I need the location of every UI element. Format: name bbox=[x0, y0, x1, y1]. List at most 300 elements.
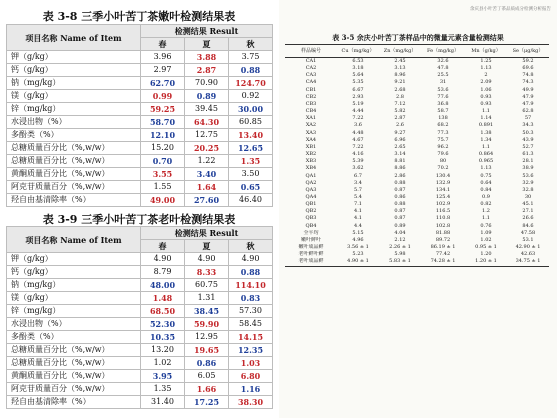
value-cell: 0.93 bbox=[480, 93, 492, 100]
value-cell: 5.82 bbox=[394, 108, 406, 115]
value-cell: 1.1 bbox=[482, 143, 490, 150]
value-cell: 0.87 bbox=[394, 215, 406, 222]
value-cell: 32.8 bbox=[522, 186, 534, 193]
value-cell: 47.8 bbox=[437, 65, 449, 72]
value-cell: 25.5 bbox=[437, 72, 449, 79]
value-cell: 8.81 bbox=[394, 158, 406, 165]
value-cell: 1.20 ± 1 bbox=[465, 258, 507, 266]
value-cell: 1.09 bbox=[480, 229, 492, 236]
sample-id: QA4 bbox=[305, 193, 317, 200]
sample-id: XB3 bbox=[305, 158, 317, 165]
table-row bbox=[7, 383, 273, 396]
value-cell: 20.25 bbox=[185, 142, 229, 155]
table-3-8 bbox=[6, 24, 273, 207]
value-cell: 3.55 bbox=[141, 168, 185, 181]
value-cell: 3.40 bbox=[185, 168, 229, 181]
value-cell: 0.89 bbox=[185, 90, 229, 103]
table-row bbox=[285, 79, 549, 86]
value-cell: 64.30 bbox=[185, 116, 229, 129]
value-cell: 0.86 bbox=[394, 193, 406, 200]
value-cell: 1.13 bbox=[480, 65, 492, 72]
row-label: 钙（g/kg） bbox=[7, 266, 141, 279]
table-row bbox=[7, 331, 273, 344]
value-cell: 124.70 bbox=[229, 77, 273, 90]
value-cell: 38.30 bbox=[229, 396, 273, 409]
value-cell: 0.64 bbox=[480, 179, 492, 186]
value-cell: 4.16 bbox=[352, 151, 364, 158]
value-cell: 13.40 bbox=[229, 129, 273, 142]
value-cell: 132.9 bbox=[435, 179, 451, 186]
value-cell: 15.20 bbox=[141, 142, 185, 155]
value-cell: 42.63 bbox=[520, 251, 536, 258]
table-row bbox=[7, 129, 273, 142]
value-cell: 59.25 bbox=[141, 103, 185, 116]
page-header: 余庆县小叶苦丁茶品质成分检测分析报告 bbox=[470, 7, 551, 12]
value-cell: 32.6 bbox=[437, 58, 449, 64]
value-cell: 1.22 bbox=[185, 155, 229, 168]
value-cell: 114.10 bbox=[229, 279, 273, 292]
value-cell: 50.3 bbox=[522, 129, 534, 136]
sample-id: CB3 bbox=[305, 100, 317, 107]
value-cell: 130.4 bbox=[435, 172, 451, 179]
row-label: 水浸出物（%） bbox=[7, 318, 141, 331]
value-cell: 74.3 bbox=[522, 79, 534, 86]
table-row bbox=[285, 144, 549, 151]
value-cell: 38.45 bbox=[185, 305, 229, 318]
table-row bbox=[7, 370, 273, 383]
value-cell: 0.965 bbox=[478, 158, 494, 165]
value-cell: 59.90 bbox=[185, 318, 229, 331]
value-cell: 1.35 bbox=[229, 155, 273, 168]
value-cell: 0.9 bbox=[482, 193, 490, 200]
value-cell: 4.44 bbox=[352, 108, 364, 115]
row-label: 钠（mg/kg） bbox=[7, 279, 141, 292]
value-cell: 3.96 bbox=[141, 51, 185, 64]
value-cell: 2.26 ± 1 bbox=[389, 244, 411, 251]
sample-id: 嫩叶成品鲜 bbox=[298, 244, 324, 251]
table-row bbox=[285, 237, 549, 244]
column-header: Mn（g/kg） bbox=[465, 45, 507, 58]
table-3-9 bbox=[6, 226, 273, 409]
table-row bbox=[285, 72, 549, 79]
column-header: 样品编号 bbox=[285, 45, 337, 58]
value-cell: 1.31 bbox=[185, 292, 229, 305]
table-row bbox=[285, 65, 549, 72]
value-cell: 53.1 bbox=[522, 236, 534, 243]
table-row bbox=[7, 318, 273, 331]
table-row bbox=[7, 181, 273, 194]
table-row bbox=[285, 187, 549, 194]
table-3-5-caption: 表 3-5 余庆小叶苦丁茶样品中的微量元素含量检测结果 bbox=[332, 33, 504, 42]
value-cell: 1.13 bbox=[480, 165, 492, 172]
value-cell: 4.67 bbox=[352, 136, 364, 143]
table-row bbox=[7, 90, 273, 103]
value-cell: 34.3 bbox=[522, 122, 534, 129]
table-row bbox=[7, 357, 273, 370]
value-cell: 0.93 bbox=[480, 100, 492, 107]
sample-id: QB3 bbox=[305, 215, 317, 222]
value-cell: 3.6 bbox=[354, 122, 362, 129]
value-cell: 52.30 bbox=[141, 318, 185, 331]
value-cell: 6.05 bbox=[185, 370, 229, 383]
value-cell: 28.1 bbox=[522, 158, 534, 165]
value-cell: 31.40 bbox=[141, 396, 185, 409]
table-row bbox=[285, 165, 549, 172]
value-cell: 2.68 bbox=[394, 86, 406, 93]
value-cell: 4.48 bbox=[352, 129, 364, 136]
value-cell: 14.15 bbox=[229, 331, 273, 344]
value-cell: 2.09 bbox=[480, 79, 492, 86]
sample-id: XA2 bbox=[305, 122, 317, 129]
sample-id: XA1 bbox=[305, 115, 317, 122]
value-cell: 7.22 bbox=[352, 143, 364, 150]
value-cell: 3.14 bbox=[394, 151, 406, 158]
value-cell: 60.75 bbox=[185, 279, 229, 292]
value-cell: 9.27 bbox=[394, 129, 406, 136]
value-cell: 1.64 bbox=[185, 181, 229, 194]
sample-id: XB1 bbox=[305, 143, 317, 150]
value-cell: 30.00 bbox=[229, 103, 273, 116]
value-cell: 79.6 bbox=[437, 151, 449, 158]
table-row bbox=[285, 194, 549, 201]
value-cell: 1.14 bbox=[480, 115, 492, 122]
value-cell: 74.8 bbox=[522, 72, 534, 79]
value-cell: 134.1 bbox=[435, 186, 451, 193]
value-cell: 68.50 bbox=[141, 305, 185, 318]
value-cell: 1.55 bbox=[141, 181, 185, 194]
result-header: 检测结果 Result bbox=[141, 227, 273, 240]
value-cell: 31 bbox=[439, 79, 447, 86]
value-cell: 4.4 bbox=[354, 222, 362, 229]
value-cell: 19.65 bbox=[185, 344, 229, 357]
value-cell: 0.76 bbox=[480, 222, 492, 229]
value-cell: 3.95 bbox=[141, 370, 185, 383]
value-cell: 53.6 bbox=[522, 172, 534, 179]
value-cell: 3.88 bbox=[185, 51, 229, 64]
value-cell: 0.88 bbox=[229, 64, 273, 77]
value-cell: 47.9 bbox=[522, 100, 534, 107]
sample-id: CA1 bbox=[305, 58, 317, 64]
value-cell: 8.79 bbox=[141, 266, 185, 279]
value-cell: 1.1 bbox=[482, 108, 490, 115]
table-row bbox=[7, 194, 273, 207]
row-label: 总糖质量百分比（%,w/w） bbox=[7, 344, 141, 357]
value-cell: 1.25 bbox=[480, 58, 492, 64]
sample-id: QA1 bbox=[305, 172, 317, 179]
value-cell: 1.2 bbox=[482, 208, 490, 215]
right-page bbox=[279, 0, 557, 418]
table-row bbox=[285, 108, 549, 115]
value-cell: 3.13 bbox=[394, 65, 406, 72]
table-row bbox=[7, 292, 273, 305]
value-cell: 1.66 bbox=[185, 383, 229, 396]
value-cell: 68.2 bbox=[437, 122, 449, 129]
value-cell: 47.58 bbox=[520, 229, 536, 236]
season-autumn: 秋 bbox=[229, 240, 273, 253]
value-cell: 2.45 bbox=[394, 58, 406, 64]
value-cell: 62.70 bbox=[141, 77, 185, 90]
row-label: 镁（g/kg） bbox=[7, 292, 141, 305]
table-row bbox=[285, 158, 549, 165]
sample-id: XA4 bbox=[305, 136, 317, 143]
value-cell: 102.9 bbox=[435, 201, 451, 208]
value-cell: 2.6 bbox=[396, 122, 404, 129]
value-cell: 26.6 bbox=[522, 215, 534, 222]
value-cell: 60.85 bbox=[229, 116, 273, 129]
value-cell: 0.65 bbox=[229, 181, 273, 194]
value-cell: 46.40 bbox=[229, 194, 273, 207]
value-cell: 39.45 bbox=[185, 103, 229, 116]
value-cell: 1.20 bbox=[480, 251, 492, 258]
table-row bbox=[7, 77, 273, 90]
table-row bbox=[7, 168, 273, 181]
row-label: 钾（g/kg） bbox=[7, 253, 141, 266]
value-cell: 0.88 bbox=[394, 201, 406, 208]
value-cell: 0.89 bbox=[394, 222, 406, 229]
value-cell: 84.6 bbox=[522, 222, 534, 229]
table-row bbox=[285, 215, 549, 222]
value-cell: 77.42 bbox=[435, 251, 451, 258]
value-cell: 5.19 bbox=[352, 100, 364, 107]
value-cell: 58.7 bbox=[437, 108, 449, 115]
sample-id: QA2 bbox=[305, 179, 317, 186]
value-cell: 0.864 bbox=[478, 151, 494, 158]
value-cell: 3.4 bbox=[354, 179, 362, 186]
value-cell: 17.25 bbox=[185, 396, 229, 409]
row-label: 钠（mg/kg） bbox=[7, 77, 141, 90]
sample-id: 老叶成品鲜 bbox=[285, 258, 337, 266]
sample-id: XB2 bbox=[305, 151, 317, 158]
value-cell: 34.75 ± 1 bbox=[507, 258, 549, 266]
value-cell: 57.30 bbox=[229, 305, 273, 318]
value-cell: 7.22 bbox=[352, 115, 364, 122]
row-label: 水浸出物（%） bbox=[7, 116, 141, 129]
table-row bbox=[285, 58, 549, 66]
season-autumn: 秋 bbox=[229, 38, 273, 51]
row-label: 锌（mg/kg） bbox=[7, 103, 141, 116]
table-row bbox=[285, 115, 549, 122]
value-cell: 61.3 bbox=[522, 151, 534, 158]
row-label: 总糖质量百分比（%,w/w） bbox=[7, 155, 141, 168]
value-cell: 43.9 bbox=[522, 136, 534, 143]
value-cell: 62.8 bbox=[522, 108, 534, 115]
value-cell: 86.19 ± 1 bbox=[430, 244, 456, 251]
table-row bbox=[7, 305, 273, 318]
table-3-8-caption: 表 3-8 三季小叶苦丁茶嫩叶检测结果表 bbox=[42, 10, 236, 23]
table-row bbox=[285, 251, 549, 258]
sample-id: QA3 bbox=[305, 186, 317, 193]
row-label: 羟自由基清除率（%） bbox=[7, 194, 141, 207]
column-header: Zn（mg/kg） bbox=[379, 45, 421, 58]
table-row bbox=[7, 142, 273, 155]
value-cell: 5.23 bbox=[352, 251, 364, 258]
row-label: 黄酮质量百分比（%,w/w） bbox=[7, 168, 141, 181]
value-cell: 1.16 bbox=[229, 383, 273, 396]
table-row bbox=[285, 223, 549, 230]
value-cell: 6.7 bbox=[354, 172, 362, 179]
sample-id: CB4 bbox=[305, 108, 317, 115]
value-cell: 96.2 bbox=[437, 143, 449, 150]
value-cell: 2 bbox=[484, 72, 488, 79]
value-cell: 6.96 bbox=[394, 136, 406, 143]
value-cell: 30 bbox=[524, 193, 532, 200]
value-cell: 74.28 ± 1 bbox=[421, 258, 465, 266]
table-row bbox=[285, 173, 549, 180]
value-cell: 125.4 bbox=[435, 193, 451, 200]
sample-id: CB2 bbox=[305, 93, 317, 100]
value-cell: 4.90 bbox=[141, 253, 185, 266]
value-cell: 2.12 bbox=[394, 236, 406, 243]
value-cell: 32.9 bbox=[522, 179, 534, 186]
item-name-header: 项目名称 Name of Item bbox=[7, 227, 141, 253]
value-cell: 0.84 bbox=[480, 186, 492, 193]
sample-id: CA3 bbox=[305, 72, 317, 79]
sample-id: CB1 bbox=[305, 86, 317, 93]
sample-id: QB4 bbox=[305, 222, 317, 229]
value-cell: 49.00 bbox=[141, 194, 185, 207]
value-cell: 81.88 bbox=[435, 229, 451, 236]
table-row bbox=[285, 151, 549, 158]
value-cell: 9.21 bbox=[394, 79, 406, 86]
value-cell: 1.48 bbox=[141, 292, 185, 305]
row-label: 羟自由基清除率（%） bbox=[7, 396, 141, 409]
value-cell: 4.90 bbox=[185, 253, 229, 266]
row-label: 钙（g/kg） bbox=[7, 64, 141, 77]
value-cell: 2.65 bbox=[394, 143, 406, 150]
table-row bbox=[285, 87, 549, 94]
table-row bbox=[285, 122, 549, 129]
value-cell: 5.15 bbox=[352, 229, 364, 236]
table-row bbox=[7, 253, 273, 266]
table-row bbox=[285, 180, 549, 187]
column-header: Cu（mg/kg） bbox=[337, 45, 379, 58]
value-cell: 13.20 bbox=[141, 344, 185, 357]
value-cell: 45.1 bbox=[522, 201, 534, 208]
value-cell: 0.87 bbox=[394, 208, 406, 215]
value-cell: 7.12 bbox=[394, 100, 406, 107]
result-header: 检测结果 Result bbox=[141, 25, 273, 38]
value-cell: 3.62 bbox=[352, 165, 364, 172]
season-spring: 春 bbox=[141, 38, 185, 51]
value-cell: 6.67 bbox=[352, 86, 364, 93]
value-cell: 77.3 bbox=[437, 129, 449, 136]
value-cell: 8.33 bbox=[185, 266, 229, 279]
value-cell: 0.88 bbox=[394, 179, 406, 186]
sample-id: QB1 bbox=[305, 201, 317, 208]
value-cell: 42.90 ± 1 bbox=[515, 244, 541, 251]
value-cell: 12.95 bbox=[185, 331, 229, 344]
row-label: 多酚类（%） bbox=[7, 129, 141, 142]
value-cell: 102.8 bbox=[435, 222, 451, 229]
value-cell: 116.5 bbox=[435, 208, 451, 215]
value-cell: 4.1 bbox=[354, 215, 362, 222]
value-cell: 3.75 bbox=[229, 51, 273, 64]
value-cell: 8.86 bbox=[394, 165, 406, 172]
table-row bbox=[7, 51, 273, 64]
value-cell: 5.83 ± 1 bbox=[379, 258, 421, 266]
value-cell: 12.10 bbox=[141, 129, 185, 142]
table-row bbox=[7, 103, 273, 116]
table-row bbox=[7, 116, 273, 129]
value-cell: 6.53 bbox=[352, 58, 364, 64]
value-cell: 0.86 bbox=[185, 357, 229, 370]
table-row bbox=[7, 344, 273, 357]
value-cell: 2.97 bbox=[141, 64, 185, 77]
sample-id: XB4 bbox=[305, 165, 317, 172]
table-row bbox=[7, 64, 273, 77]
value-cell: 1.35 bbox=[141, 383, 185, 396]
value-cell: 58.45 bbox=[229, 318, 273, 331]
value-cell: 0.88 bbox=[229, 266, 273, 279]
value-cell: 80 bbox=[439, 158, 447, 165]
season-summer: 夏 bbox=[185, 38, 229, 51]
row-label: 黄酮质量百分比（%,w/w） bbox=[7, 370, 141, 383]
value-cell: 1.1 bbox=[482, 215, 490, 222]
table-row bbox=[285, 137, 549, 144]
value-cell: 49.9 bbox=[522, 86, 534, 93]
table-row bbox=[7, 155, 273, 168]
value-cell: 5.7 bbox=[354, 186, 362, 193]
value-cell: 5.4 bbox=[354, 193, 362, 200]
value-cell: 89.72 bbox=[435, 236, 451, 243]
table-row bbox=[285, 258, 549, 266]
value-cell: 0.891 bbox=[478, 122, 494, 129]
table-row bbox=[285, 94, 549, 101]
value-cell: 1.03 bbox=[229, 357, 273, 370]
table-3-9-caption: 表 3-9 三季小叶苦丁茶老叶检测结果表 bbox=[42, 213, 236, 226]
value-cell: 52.7 bbox=[522, 143, 534, 150]
value-cell: 0.95 ± 1 bbox=[475, 244, 497, 251]
sample-id: CA4 bbox=[305, 79, 317, 86]
value-cell: 2.86 bbox=[394, 172, 406, 179]
sample-id: 嫩叶鲜叶 bbox=[300, 236, 321, 243]
value-cell: 138 bbox=[438, 115, 448, 122]
table-row bbox=[7, 396, 273, 409]
value-cell: 10.35 bbox=[141, 331, 185, 344]
row-label: 阿克苷质量百分（%,w/w） bbox=[7, 181, 141, 194]
value-cell: 3.18 bbox=[352, 65, 364, 72]
value-cell: 70.90 bbox=[185, 77, 229, 90]
value-cell: 70.2 bbox=[437, 165, 449, 172]
value-cell: 77.6 bbox=[437, 93, 449, 100]
sample-id: 老叶鲜叶鲜 bbox=[298, 251, 324, 258]
value-cell: 59.2 bbox=[522, 58, 534, 64]
value-cell: 47.9 bbox=[522, 93, 534, 100]
season-summer: 夏 bbox=[185, 240, 229, 253]
value-cell: 4.96 bbox=[352, 236, 364, 243]
sample-id: QB2 bbox=[305, 208, 317, 215]
value-cell: 3.56 ± 1 bbox=[347, 244, 369, 251]
value-cell: 5.35 bbox=[352, 79, 364, 86]
row-label: 总糖质量百分比（%,w/w） bbox=[7, 357, 141, 370]
value-cell: 2.8 bbox=[396, 93, 404, 100]
sample-id: XA3 bbox=[305, 129, 317, 136]
value-cell: 1.34 bbox=[480, 136, 492, 143]
row-label: 总糖质量百分比（%,w/w） bbox=[7, 142, 141, 155]
value-cell: 4.1 bbox=[354, 208, 362, 215]
season-spring: 春 bbox=[141, 240, 185, 253]
value-cell: 75.7 bbox=[437, 136, 449, 143]
sample-id: 全平均 bbox=[303, 229, 319, 236]
value-cell: 2.93 bbox=[352, 93, 364, 100]
value-cell: 58.70 bbox=[141, 116, 185, 129]
value-cell: 27.60 bbox=[185, 194, 229, 207]
table-3-5 bbox=[285, 44, 549, 267]
value-cell: 110.8 bbox=[435, 215, 451, 222]
value-cell: 0.82 bbox=[480, 201, 492, 208]
table-row bbox=[285, 244, 549, 251]
value-cell: 7.1 bbox=[354, 201, 362, 208]
